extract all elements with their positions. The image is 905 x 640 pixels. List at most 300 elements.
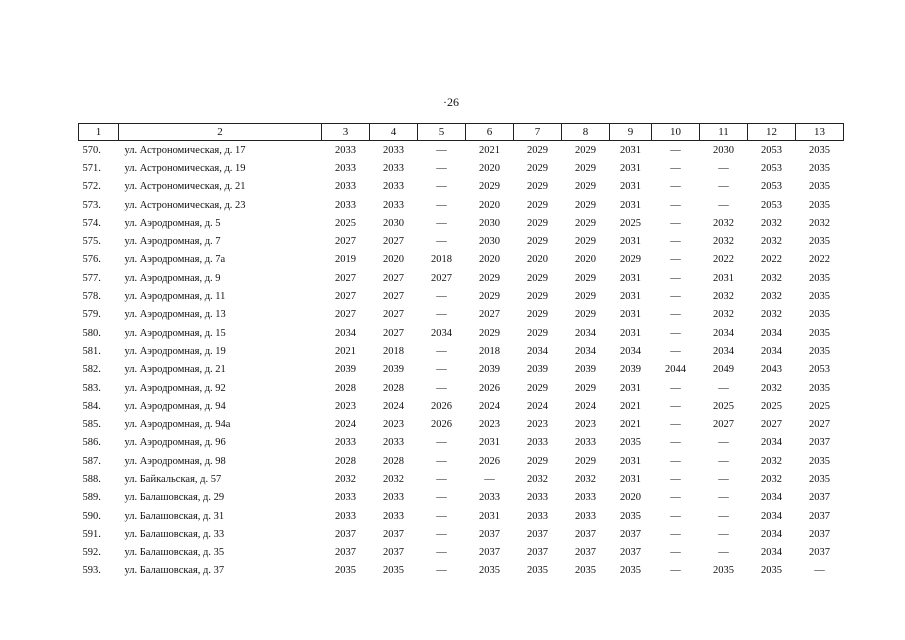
year-cell: — — [670, 254, 681, 266]
year-cell: 2032 — [713, 217, 734, 229]
year-cell: 2031 — [620, 144, 641, 156]
year-cell: 2033 — [575, 437, 596, 449]
year-cell: 2033 — [335, 199, 356, 211]
year-cell: 2022 — [761, 254, 782, 266]
address-cell: ул. Аэродромная, д. 9 — [124, 272, 221, 284]
address-cell: ул. Балашовская, д. 35 — [124, 547, 225, 559]
year-cell: 2037 — [527, 528, 548, 540]
year-cell: 2032 — [575, 473, 596, 485]
year-cell: 2027 — [335, 291, 356, 303]
year-cell: 2033 — [383, 437, 404, 449]
year-cell: 2031 — [620, 181, 641, 193]
year-cell: 2032 — [761, 309, 782, 321]
year-cell: 2020 — [620, 492, 641, 504]
address-cell: ул. Аэродромная, д. 94 — [124, 400, 226, 412]
year-cell: 2033 — [383, 510, 404, 522]
year-cell: 2028 — [335, 382, 356, 394]
table-row — [79, 196, 844, 214]
year-cell: 2029 — [527, 309, 548, 321]
year-cell: 2029 — [575, 217, 596, 229]
table-row — [79, 269, 844, 287]
year-cell: 2035 — [809, 181, 830, 193]
column-header-6: 6 — [466, 124, 514, 141]
year-cell: 2037 — [809, 437, 830, 449]
column-header-13: 13 — [796, 124, 844, 141]
year-cell: 2030 — [479, 217, 500, 229]
year-cell: 2034 — [713, 327, 734, 339]
year-cell: 2035 — [383, 565, 404, 577]
year-cell: — — [670, 565, 681, 577]
year-cell: 2029 — [527, 455, 548, 467]
year-cell: — — [718, 181, 729, 193]
year-cell: 2037 — [809, 510, 830, 522]
year-cell: 2031 — [713, 272, 734, 284]
year-cell: 2032 — [761, 455, 782, 467]
year-cell: 2029 — [527, 199, 548, 211]
column-header-3: 3 — [322, 124, 370, 141]
year-cell: 2034 — [761, 510, 782, 522]
year-cell: 2029 — [527, 272, 548, 284]
year-cell: 2024 — [383, 400, 404, 412]
year-cell: 2034 — [575, 345, 596, 357]
address-cell: ул. Аэродромная, д. 92 — [124, 382, 226, 394]
year-cell: 2024 — [479, 400, 500, 412]
year-cell: — — [670, 181, 681, 193]
year-cell: 2035 — [809, 382, 830, 394]
address-cell: ул. Байкальская, д. 57 — [124, 473, 222, 485]
year-cell: 2031 — [620, 382, 641, 394]
year-cell: 2029 — [620, 254, 641, 266]
row-number: 584. — [82, 400, 101, 412]
year-cell: — — [670, 473, 681, 485]
year-cell: 2032 — [383, 473, 404, 485]
year-cell: 2033 — [383, 162, 404, 174]
table-row — [79, 397, 844, 415]
table-row — [79, 415, 844, 433]
year-cell: — — [436, 291, 447, 303]
year-cell: 2027 — [335, 272, 356, 284]
year-cell: — — [670, 236, 681, 248]
year-cell: — — [670, 382, 681, 394]
year-cell: 2031 — [620, 473, 641, 485]
year-cell: 2035 — [809, 144, 830, 156]
address-cell: ул. Аэродромная, д. 13 — [124, 309, 226, 321]
year-cell: 2018 — [383, 345, 404, 357]
year-cell: 2035 — [713, 565, 734, 577]
year-cell: — — [718, 437, 729, 449]
row-number: 582. — [82, 364, 101, 376]
year-cell: 2023 — [479, 419, 500, 431]
year-cell: 2020 — [479, 199, 500, 211]
table-row — [79, 306, 844, 324]
year-cell: 2037 — [620, 528, 641, 540]
year-cell: 2029 — [575, 199, 596, 211]
row-number: 580. — [82, 327, 101, 339]
table-row — [79, 324, 844, 342]
column-header-5: 5 — [418, 124, 466, 141]
year-cell: 2034 — [761, 437, 782, 449]
year-cell: 2037 — [335, 547, 356, 559]
year-cell: 2034 — [761, 345, 782, 357]
year-cell: — — [670, 547, 681, 559]
row-number: 579. — [82, 309, 101, 321]
year-cell: 2033 — [335, 437, 356, 449]
row-number: 587. — [82, 455, 101, 467]
year-cell: 2029 — [575, 272, 596, 284]
year-cell: — — [718, 528, 729, 540]
year-cell: — — [436, 547, 447, 559]
row-number: 574. — [82, 217, 101, 229]
column-header-12: 12 — [748, 124, 796, 141]
year-cell: 2029 — [575, 309, 596, 321]
year-cell: 2029 — [575, 144, 596, 156]
year-cell: 2031 — [620, 272, 641, 284]
year-cell: 2037 — [383, 528, 404, 540]
year-cell: 2027 — [431, 272, 452, 284]
year-cell: 2030 — [479, 236, 500, 248]
row-number: 592. — [82, 547, 101, 559]
header-row — [79, 124, 844, 141]
year-cell: 2025 — [335, 217, 356, 229]
year-cell: 2029 — [575, 162, 596, 174]
address-cell: ул. Балашовская, д. 31 — [124, 510, 225, 522]
year-cell: 2029 — [527, 236, 548, 248]
year-cell: 2020 — [479, 162, 500, 174]
address-cell: ул. Аэродромная, д. 7а — [124, 254, 226, 266]
year-cell: 2053 — [761, 144, 782, 156]
year-cell: 2032 — [761, 272, 782, 284]
year-cell: 2039 — [527, 364, 548, 376]
year-cell: 2029 — [575, 236, 596, 248]
year-cell: — — [718, 455, 729, 467]
year-cell: 2029 — [527, 144, 548, 156]
year-cell: 2037 — [479, 547, 500, 559]
year-cell: 2032 — [713, 236, 734, 248]
year-cell: 2026 — [431, 419, 452, 431]
year-cell: — — [670, 272, 681, 284]
year-cell: — — [436, 528, 447, 540]
year-cell: — — [718, 510, 729, 522]
table-row — [79, 379, 844, 397]
year-cell: 2037 — [809, 528, 830, 540]
year-cell: 2037 — [527, 547, 548, 559]
column-header-10: 10 — [652, 124, 700, 141]
year-cell: 2032 — [761, 217, 782, 229]
address-cell: ул. Аэродромная, д. 11 — [124, 291, 226, 303]
year-cell: 2053 — [809, 364, 830, 376]
year-cell: 2024 — [527, 400, 548, 412]
year-cell: 2030 — [713, 144, 734, 156]
year-cell: 2037 — [479, 528, 500, 540]
table-row — [79, 489, 844, 507]
year-cell: 2029 — [575, 181, 596, 193]
year-cell: 2031 — [479, 510, 500, 522]
year-cell: 2035 — [527, 565, 548, 577]
year-cell: — — [718, 382, 729, 394]
address-cell: ул. Астрономическая, д. 17 — [124, 144, 246, 156]
year-cell: 2029 — [479, 181, 500, 193]
address-cell: ул. Аэродромная, д. 19 — [124, 345, 226, 357]
year-cell: 2029 — [527, 217, 548, 229]
year-cell: 2034 — [335, 327, 356, 339]
year-cell: 2023 — [335, 400, 356, 412]
address-cell: ул. Балашовская, д. 37 — [124, 565, 225, 577]
column-header-1: 1 — [79, 124, 119, 141]
year-cell: 2023 — [527, 419, 548, 431]
year-cell: — — [670, 162, 681, 174]
table-row — [79, 214, 844, 232]
year-cell: 2029 — [575, 382, 596, 394]
year-cell: 2033 — [383, 144, 404, 156]
year-cell: 2025 — [761, 400, 782, 412]
year-cell: 2031 — [620, 291, 641, 303]
year-cell: 2022 — [713, 254, 734, 266]
year-cell: 2044 — [665, 364, 686, 376]
year-cell: 2024 — [335, 419, 356, 431]
year-cell: 2031 — [620, 327, 641, 339]
year-cell: 2025 — [713, 400, 734, 412]
year-cell: 2025 — [809, 400, 830, 412]
year-cell: — — [436, 382, 447, 394]
year-cell: 2053 — [761, 199, 782, 211]
year-cell: — — [436, 199, 447, 211]
year-cell: 2031 — [620, 236, 641, 248]
year-cell: 2032 — [761, 382, 782, 394]
year-cell: 2029 — [527, 162, 548, 174]
column-header-11: 11 — [700, 124, 748, 141]
address-cell: ул. Аэродромная, д. 96 — [124, 437, 226, 449]
year-cell: — — [670, 510, 681, 522]
year-cell: — — [436, 217, 447, 229]
year-cell: — — [814, 565, 825, 577]
row-number: 581. — [82, 345, 101, 357]
year-cell: — — [670, 199, 681, 211]
row-number: 593. — [82, 565, 101, 577]
year-cell: — — [670, 144, 681, 156]
table-row — [79, 452, 844, 470]
year-cell: 2035 — [809, 291, 830, 303]
year-cell: 2027 — [383, 327, 404, 339]
year-cell: 2039 — [479, 364, 500, 376]
year-cell: 2039 — [335, 364, 356, 376]
column-header-2: 2 — [119, 124, 322, 141]
row-number: 570. — [82, 144, 101, 156]
year-cell: 2033 — [383, 181, 404, 193]
year-cell: 2035 — [809, 199, 830, 211]
year-cell: 2018 — [479, 345, 500, 357]
year-cell: 2034 — [620, 345, 641, 357]
year-cell: — — [670, 455, 681, 467]
year-cell: 2033 — [383, 492, 404, 504]
year-cell: — — [436, 162, 447, 174]
year-cell: 2034 — [761, 528, 782, 540]
year-cell: 2034 — [761, 492, 782, 504]
row-number: 573. — [82, 199, 101, 211]
year-cell: 2029 — [575, 291, 596, 303]
year-cell: 2035 — [809, 272, 830, 284]
year-cell: 2028 — [383, 382, 404, 394]
row-number: 572. — [82, 181, 101, 193]
year-cell: — — [436, 510, 447, 522]
column-header-7: 7 — [514, 124, 562, 141]
year-cell: 2033 — [575, 510, 596, 522]
table-body — [79, 141, 844, 581]
year-cell: — — [436, 181, 447, 193]
row-number: 585. — [82, 419, 101, 431]
year-cell: 2028 — [335, 455, 356, 467]
year-cell: 2020 — [527, 254, 548, 266]
year-cell: 2026 — [431, 400, 452, 412]
year-cell: — — [718, 199, 729, 211]
year-cell: 2021 — [620, 400, 641, 412]
year-cell: 2029 — [479, 327, 500, 339]
year-cell: 2018 — [431, 254, 452, 266]
year-cell: 2053 — [761, 162, 782, 174]
year-cell: 2035 — [620, 510, 641, 522]
year-cell: 2032 — [713, 309, 734, 321]
year-cell: 2034 — [713, 345, 734, 357]
table-row — [79, 562, 844, 580]
year-cell: 2029 — [479, 272, 500, 284]
year-cell: 2027 — [383, 236, 404, 248]
row-number: 586. — [82, 437, 101, 449]
year-cell: 2021 — [620, 419, 641, 431]
year-cell: 2020 — [479, 254, 500, 266]
year-cell: — — [718, 162, 729, 174]
year-cell: 2035 — [809, 309, 830, 321]
year-cell: 2025 — [620, 217, 641, 229]
year-cell: 2027 — [383, 291, 404, 303]
year-cell: 2034 — [575, 327, 596, 339]
year-cell: 2023 — [575, 419, 596, 431]
year-cell: 2023 — [383, 419, 404, 431]
year-cell: 2031 — [620, 455, 641, 467]
table-row — [79, 544, 844, 562]
year-cell: — — [436, 437, 447, 449]
year-cell: 2031 — [620, 309, 641, 321]
year-cell: 2034 — [761, 327, 782, 339]
year-cell: — — [436, 345, 447, 357]
year-cell: 2037 — [575, 547, 596, 559]
year-cell: 2037 — [809, 492, 830, 504]
year-cell: 2026 — [479, 382, 500, 394]
year-cell: 2035 — [479, 565, 500, 577]
year-cell: 2033 — [335, 162, 356, 174]
year-cell: 2034 — [527, 345, 548, 357]
year-cell: 2020 — [383, 254, 404, 266]
year-cell: 2030 — [383, 217, 404, 229]
year-cell: 2039 — [383, 364, 404, 376]
year-cell: — — [436, 455, 447, 467]
year-cell: 2026 — [479, 455, 500, 467]
year-cell: 2035 — [809, 162, 830, 174]
row-number: 591. — [82, 528, 101, 540]
row-number: 577. — [82, 272, 101, 284]
year-cell: 2037 — [809, 547, 830, 559]
year-cell: 2053 — [761, 181, 782, 193]
year-cell: 2049 — [713, 364, 734, 376]
year-cell: 2027 — [335, 236, 356, 248]
year-cell: 2037 — [383, 547, 404, 559]
year-cell: 2032 — [335, 473, 356, 485]
year-cell: 2033 — [527, 510, 548, 522]
year-cell: 2035 — [809, 236, 830, 248]
year-cell: 2033 — [479, 492, 500, 504]
year-cell: 2033 — [335, 181, 356, 193]
year-cell: 2027 — [383, 309, 404, 321]
year-cell: — — [670, 492, 681, 504]
year-cell: 2035 — [809, 455, 830, 467]
year-cell: 2032 — [809, 217, 830, 229]
year-cell: — — [718, 492, 729, 504]
year-cell: 2029 — [527, 181, 548, 193]
year-cell: — — [436, 144, 447, 156]
address-cell: ул. Астрономическая, д. 19 — [124, 162, 246, 174]
address-cell: ул. Астрономическая, д. 21 — [124, 181, 246, 193]
year-cell: — — [436, 492, 447, 504]
year-cell: 2035 — [809, 473, 830, 485]
row-number: 583. — [82, 382, 101, 394]
row-number: 589. — [82, 492, 101, 504]
year-cell: 2032 — [761, 473, 782, 485]
address-cell: ул. Аэродромная, д. 15 — [124, 327, 226, 339]
year-cell: 2020 — [575, 254, 596, 266]
address-cell: ул. Аэродромная, д. 21 — [124, 364, 226, 376]
year-cell: 2031 — [620, 199, 641, 211]
year-cell: 2035 — [761, 565, 782, 577]
table-row — [79, 141, 844, 160]
year-cell: 2033 — [335, 144, 356, 156]
row-number: 590. — [82, 510, 101, 522]
year-cell: 2031 — [479, 437, 500, 449]
year-cell: 2029 — [575, 455, 596, 467]
year-cell: — — [670, 345, 681, 357]
column-header-4: 4 — [370, 124, 418, 141]
year-cell: 2033 — [575, 492, 596, 504]
row-number: 588. — [82, 473, 101, 485]
table-row — [79, 178, 844, 196]
year-cell: — — [718, 473, 729, 485]
year-cell: 2034 — [761, 547, 782, 559]
column-header-9: 9 — [610, 124, 652, 141]
year-cell: 2021 — [335, 345, 356, 357]
year-cell: 2029 — [479, 291, 500, 303]
table-row — [79, 159, 844, 177]
year-cell: — — [670, 291, 681, 303]
year-cell: 2029 — [527, 382, 548, 394]
table-row — [79, 342, 844, 360]
year-cell: 2021 — [479, 144, 500, 156]
year-cell: 2033 — [527, 437, 548, 449]
row-number: 578. — [82, 291, 101, 303]
year-cell: 2032 — [527, 473, 548, 485]
year-cell: 2035 — [575, 565, 596, 577]
year-cell: 2029 — [527, 327, 548, 339]
table-row — [79, 361, 844, 379]
table-row — [79, 434, 844, 452]
page-number: ·26 — [443, 95, 459, 109]
year-cell: 2039 — [620, 364, 641, 376]
address-cell: ул. Аэродромная, д. 98 — [124, 455, 226, 467]
year-cell: 2027 — [335, 309, 356, 321]
year-cell: 2029 — [527, 291, 548, 303]
year-cell: 2028 — [383, 455, 404, 467]
year-cell: — — [436, 565, 447, 577]
year-cell: 2027 — [761, 419, 782, 431]
address-cell: ул. Балашовская, д. 33 — [124, 528, 225, 540]
year-cell: 2033 — [383, 199, 404, 211]
year-cell: 2032 — [713, 291, 734, 303]
